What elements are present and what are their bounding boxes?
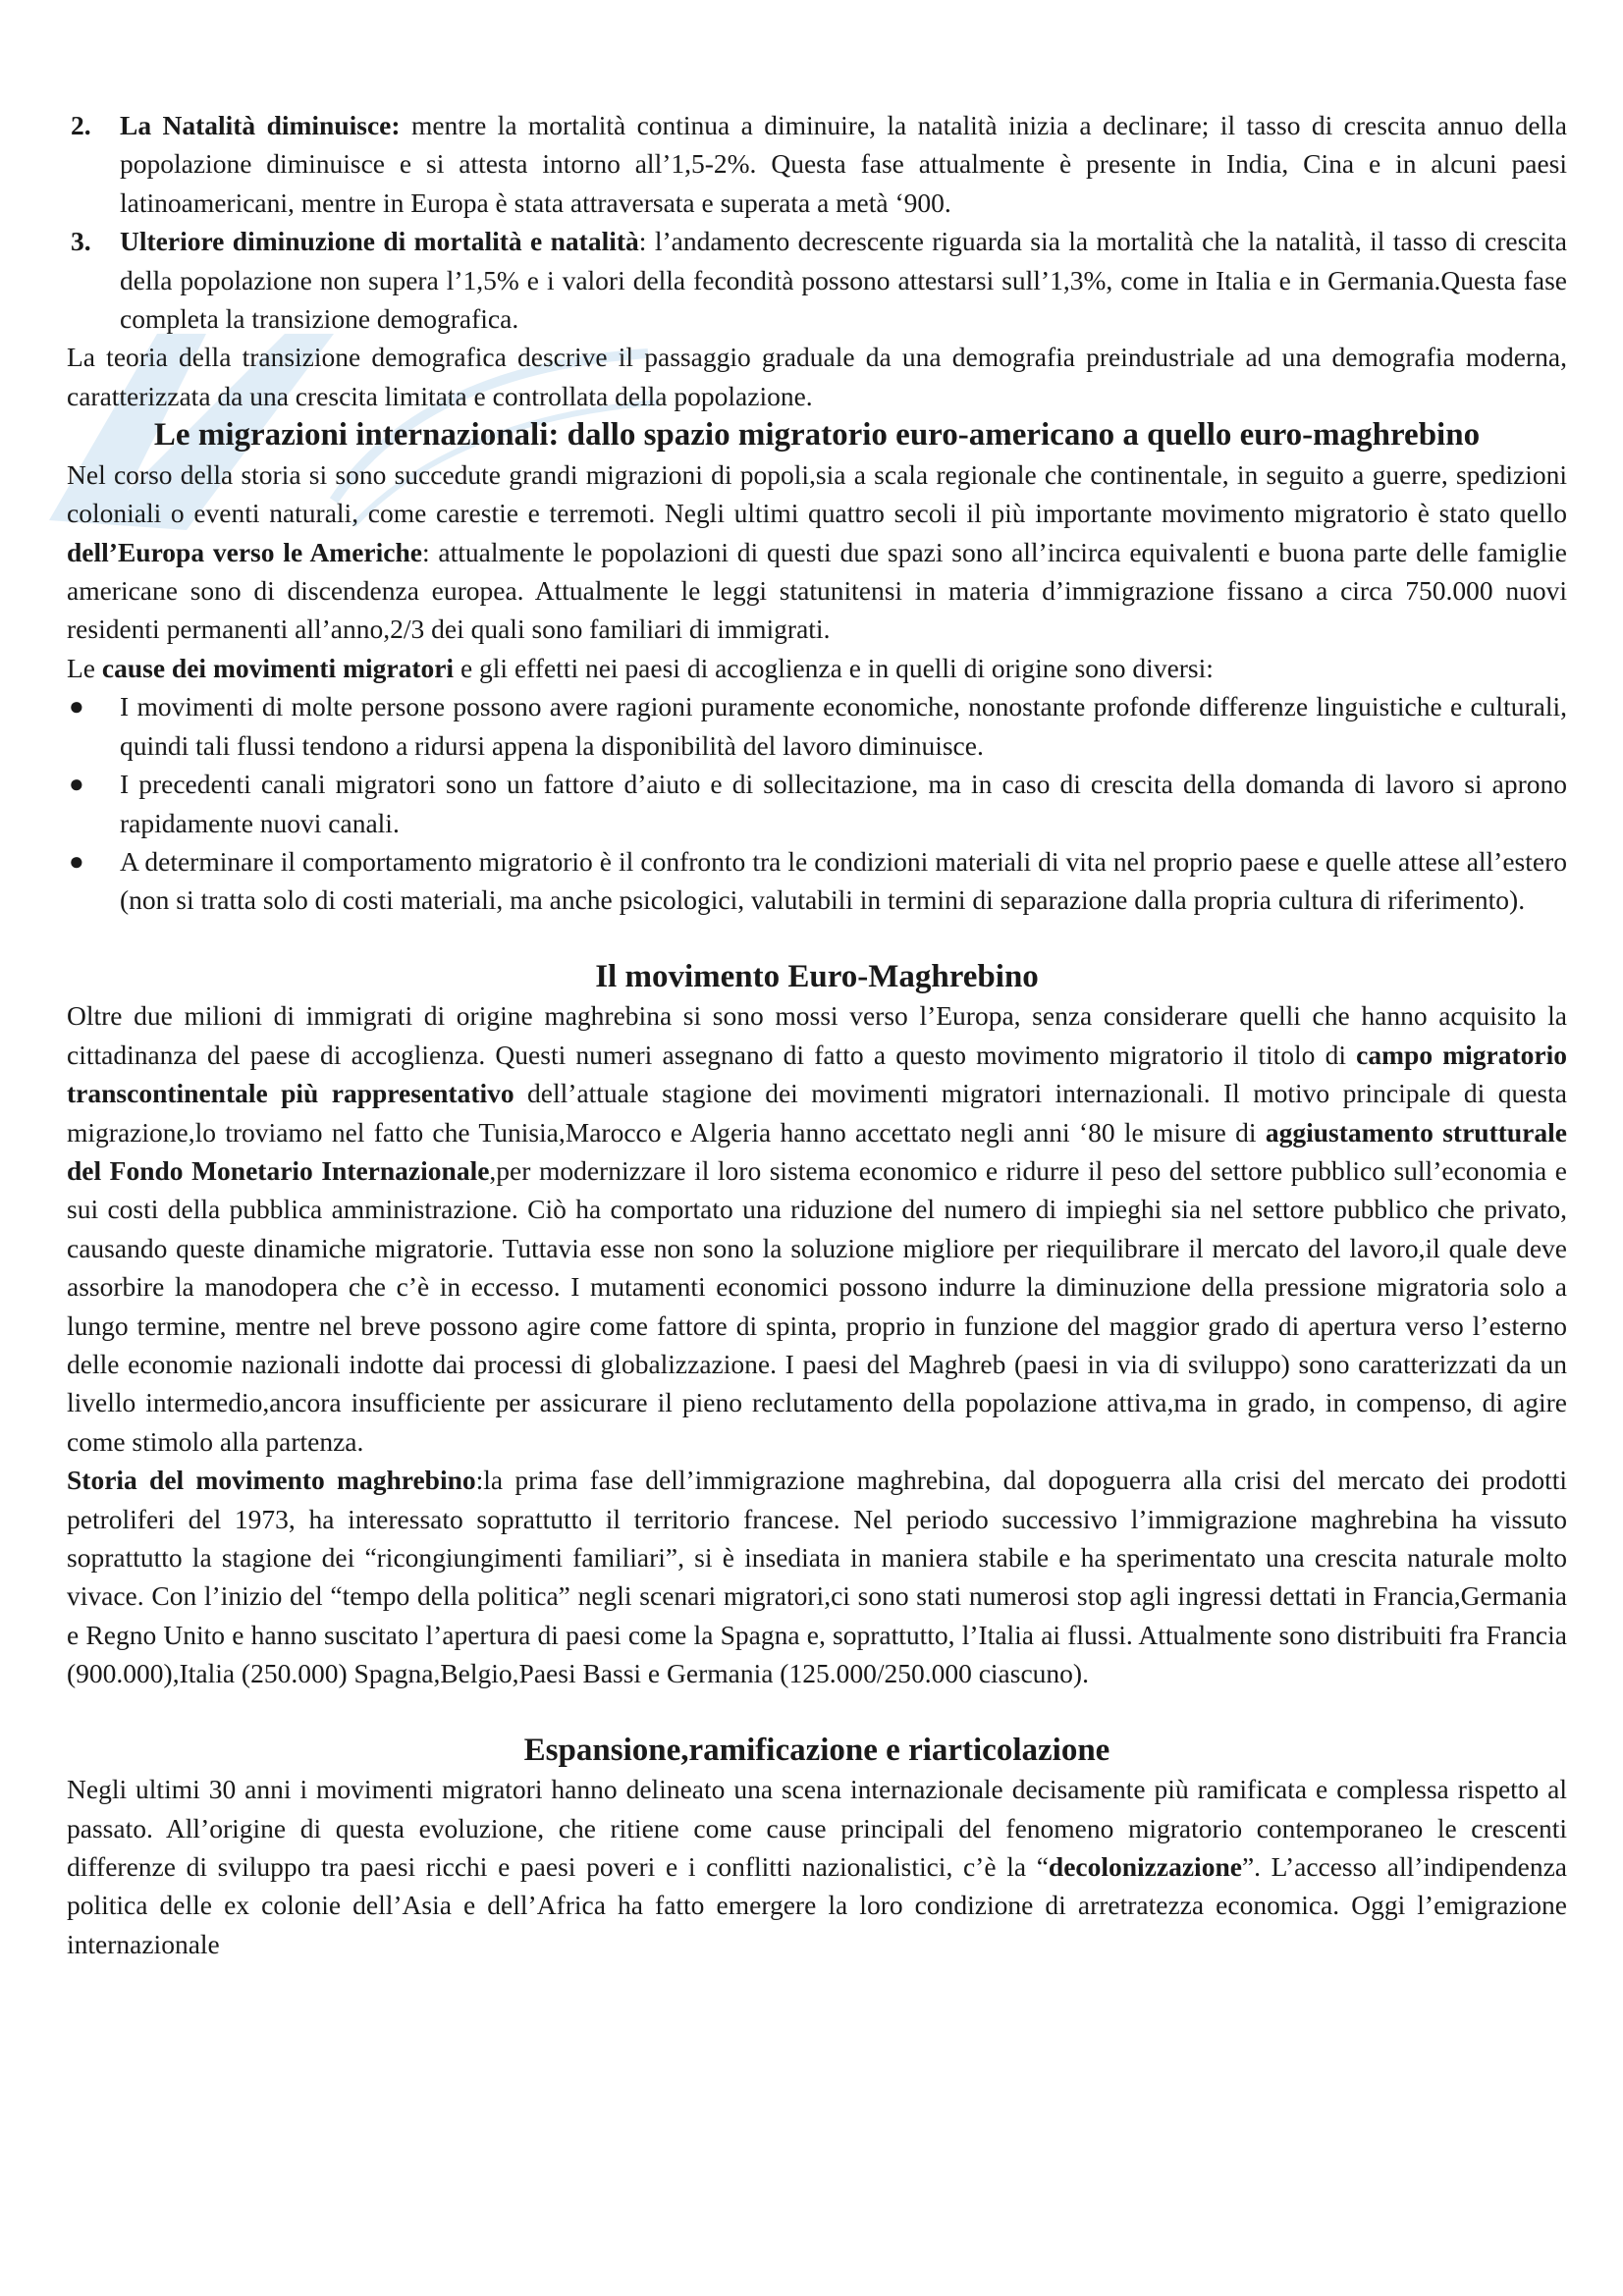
paragraph: Oltre due milioni di immigrati di origine maghrebina si sono mossi verso l’Europa, senza considerare quelli che hanno acquisito la cittadinanza del paese di accoglienza. Questi numeri assegnano di fatto a questo movimento migratorio il titolo di campo migratorio transcontinentale più rappresentativo dell’attuale stagione dei movimenti migratori internazionali. Il motivo principale di questa migrazione,lo troviamo nel fatto che Tunisia,Marocco e Algeria hanno accettato negli anni ‘80 le misure di aggiustamento strutturale del Fondo Monetario Internazionale,per modernizzare il loro sistema economico e ridurre il peso del settore pubblico sull’economia e sui costi della pubblica amministrazione. Ciò ha comportato una riduzione del numero di impieghi sia nel settore pubblico che privato, causando queste dinamiche migratorie. Tuttavia esse non sono la soluzione migliore per riequilibrare il mercato del lavoro,il quale deve assorbire la manodopera che c’è in eccesso. I mutamenti economici possono indurre la diminuzione della pressione migratoria solo a lungo termine, mentre nel breve possono agire come fattore di spinta, proprio in funzione del maggior grado di apertura verso l’esterno delle economie nazionali indotte dai processi di globalizzazione. I paesi del Maghreb (paesi in via di sviluppo) sono caratterizzati da un livello intermedio,ancora insufficiente per assicurare il pieno reclutamento della popolazione attiva,ma in grado, in compenso, di agire come stimolo alla partenza. — [67, 1000, 1567, 1457]
numbered-item-3 — [67, 222, 1567, 338]
numbered-item-2 — [67, 106, 1567, 222]
paragraph: Negli ultimi 30 anni i movimenti migratori hanno delineato una scena internazionale decisamente più ramificata e complessa rispetto al passato. All’origine di questa evoluzione, che ritiene come cause principali del fenomeno migratorio contemporaneo le crescenti differenze di sviluppo tra paesi ricchi e paesi poveri e i conflitti nazionalistici, c’è la “decolonizzazione”. L’accesso all’indipendenza politica delle ex colonie dell’Asia e dell’Africa ha fatto emergere la loro condizione di arretratezza economica. Oggi l’emigrazione internazionale — [67, 1774, 1567, 1959]
document-page — [67, 106, 1567, 1963]
paragraph: Le cause dei movimenti migratori e gli effetti nei paesi di accoglienza e in quelli di origine sono diversi: — [67, 652, 1214, 683]
section-heading-euro-maghrebino: Il movimento Euro-Maghrebino — [595, 958, 1039, 994]
item-title: La Natalità diminuisce: — [120, 110, 401, 140]
item-text: : l’andamento decrescente riguarda sia la mortalità che la natalità, il tasso di crescita della popolazione non supera l’1,5% e i valori della fecondità possono attestarsi sull’1,3%, come in Italia e in Germania.Questa fase completa la transizione demografica. — [120, 226, 1567, 335]
paragraph: Storia del movimento maghrebino:la prima fase dell’immigrazione maghrebina, dal dopoguerra alla crisi del mercato dei prodotti petroliferi del 1973, ha interessato soprattutto il territorio francese. Nel periodo successivo l’immigrazione maghrebina ha vissuto soprattutto la stagione dei “ricongiungimenti familiari”, si è insediata in maniera stabile e ha sperimentato una crescita naturale molto vivace. Con l’inizio del “tempo della politica” negli scenari migratori,ci sono stati numerosi stop agli ingressi dettati in Francia,Germania e Regno Unito e hanno suscitato l’apertura di paesi come la Spagna e, soprattutto, l’Italia ai flussi. Attualmente sono distribuiti fra Francia (900.000),Italia (250.000) Spagna,Belgio,Paesi Bassi e Germania (125.000/250.000 ciascuno). — [67, 1465, 1567, 1689]
bullet-item: ● A determinare il comportamento migratorio è il confronto tra le condizioni materiali di vita nel proprio paese e quelle attese all’estero (non si tratta solo di costi materiali, ma anche psicologici, valutabili in termini di separazione dalla propria cultura di riferimento). — [67, 842, 1567, 920]
item-number: 2. — [71, 110, 91, 140]
bullet-icon: ● — [69, 846, 84, 876]
intro-paragraph: La teoria della transizione demografica descrive il passaggio graduale da una demografia preindustriale ad una demografia moderna, caratterizzata da una crescita limitata e controllata della popolazione. — [67, 342, 1567, 411]
item-number: 3. — [71, 226, 91, 257]
bullet-item: ● I movimenti di molte persone possono avere ragioni puramente economiche, nonostante profonde differenze linguistiche e culturali, quindi tali flussi tendono a ridursi appena la disponibilità del lavoro diminuisce. — [67, 687, 1567, 765]
item-title: Ulteriore diminuzione di mortalità e natalità — [120, 226, 639, 257]
paragraph: Nel corso della storia si sono succedute grandi migrazioni di popoli,sia a scala regionale che continentale, in seguito a guerre, spedizioni coloniali o eventi naturali, come carestie e terremoti. Negli ultimi quattro secoli il più importante movimento migratorio è stato quello dell’Europa verso le Americhe: attualmente le popolazioni di questi due spazi sono all’incirca equivalenti e buona parte delle famiglie americane sono di discendenza europea. Attualmente le leggi statunitensi in materia d’immigrazione fissano a circa 750.000 nuovi residenti permanenti all’anno,2/3 dei quali sono familiari di immigrati. — [67, 458, 1567, 645]
bullet-icon: ● — [69, 692, 84, 721]
bullet-icon: ● — [69, 770, 84, 799]
item-text: mentre la mortalità continua a diminuire, la natalità inizia a declinare; il tasso di crescita annuo della popolazione diminuisce e si attesta intorno all’1,5-2%. Questa fase attualmente è presente in India, Cina e in alcuni paesi latinoamericani, mentre in Europa è stata attraversata e superata a metà ‘900. — [120, 110, 1568, 218]
bullet-item: ● I precedenti canali migratori sono un fattore d’aiuto e di sollecitazione, ma in caso di crescita della domanda di lavoro si aprono rapidamente nuovi canali. — [67, 765, 1567, 842]
section-heading-migrazioni: Le migrazioni internazionali: dallo spazio migratorio euro-americano a quello euro-maghrebino — [153, 417, 1481, 454]
section-heading-espansione: Espansione,ramificazione e riarticolazione — [523, 1732, 1110, 1768]
